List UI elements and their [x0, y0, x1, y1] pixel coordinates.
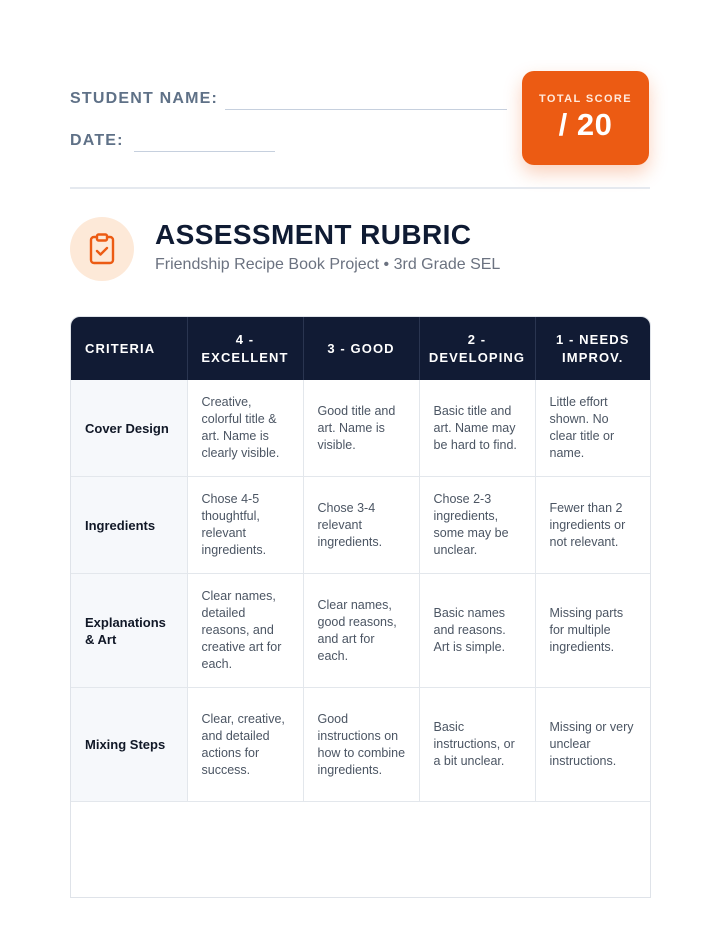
table-cell: Creative, colorful title & art. Name is clearly visible. — [187, 380, 303, 477]
rubric-table — [70, 316, 651, 898]
criteria-cell: Explanations & Art — [71, 574, 187, 688]
clipboard-check-icon — [88, 233, 116, 265]
header-criteria: CRITERIA — [71, 317, 187, 380]
date-field[interactable] — [134, 151, 275, 152]
rubric-blank-area — [71, 802, 650, 889]
table-row — [71, 477, 650, 574]
table-cell: Basic names and reasons. Art is simple. — [419, 574, 535, 688]
header-divider — [70, 187, 650, 189]
total-score-label: TOTAL SCORE — [538, 93, 633, 105]
header-good: 3 - GOOD — [303, 317, 419, 380]
table-row — [71, 380, 650, 477]
criteria-cell: Mixing Steps — [71, 688, 187, 802]
table-cell: Basic title and art. Name may be hard to find. — [419, 380, 535, 477]
criteria-cell: Cover Design — [71, 380, 187, 477]
table-cell: Chose 2-3 ingredients, some may be unclear. — [419, 477, 535, 574]
table-cell: Chose 3-4 relevant ingredients. — [303, 477, 419, 574]
criteria-cell: Ingredients — [71, 477, 187, 574]
table-row — [71, 574, 650, 688]
title-icon-badge — [70, 217, 134, 281]
table-cell: Fewer than 2 ingredients or not relevant. — [535, 477, 650, 574]
student-name-label: STUDENT NAME: — [70, 90, 219, 107]
rubric-header-row — [71, 317, 650, 380]
table-cell: Clear names, detailed reasons, and creative art for each. — [187, 574, 303, 688]
total-score-box — [522, 71, 649, 165]
table-cell: Chose 4-5 thoughtful, relevant ingredients. — [187, 477, 303, 574]
header-excellent: 4 - EXCELLENT — [187, 317, 303, 380]
table-cell: Basic instructions, or a bit unclear. — [419, 688, 535, 802]
table-cell: Missing or very unclear instructions. — [535, 688, 650, 802]
page-subtitle: Friendship Recipe Book Project • 3rd Grade SEL — [155, 256, 501, 273]
table-cell: Little effort shown. No clear title or name. — [535, 380, 650, 477]
table-cell: Clear, creative, and detailed actions for success. — [187, 688, 303, 802]
student-name-field[interactable] — [225, 109, 507, 110]
date-label: DATE: — [70, 132, 124, 149]
table-cell: Good instructions on how to combine ingredients. — [303, 688, 419, 802]
header-developing: 2 - DEVELOPING — [419, 317, 535, 380]
total-score-value: / 20 — [558, 107, 613, 142]
page-title: ASSESSMENT RUBRIC — [155, 219, 472, 250]
table-cell: Good title and art. Name is visible. — [303, 380, 419, 477]
header-needs-improvement: 1 - NEEDS IMPROV. — [535, 317, 650, 380]
table-cell: Missing parts for multiple ingredients. — [535, 574, 650, 688]
table-row — [71, 688, 650, 802]
table-cell: Clear names, good reasons, and art for each. — [303, 574, 419, 688]
